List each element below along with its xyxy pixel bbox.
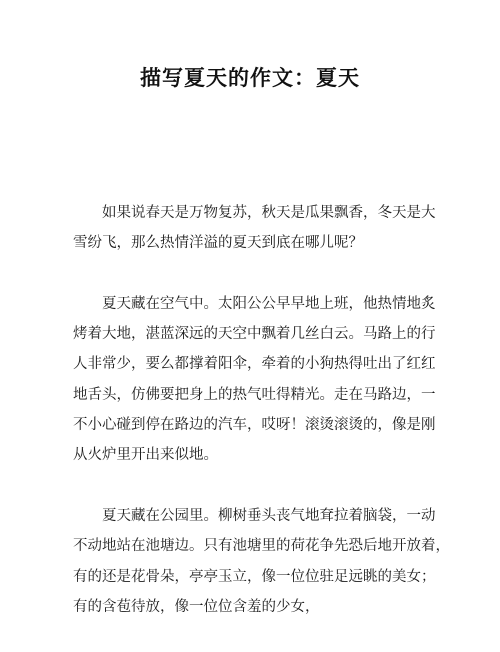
paragraph-1 bbox=[73, 198, 436, 259]
text-line: 夏天藏在公园里。柳树垂头丧气地耷拉着脑袋，一动 bbox=[102, 507, 436, 524]
text-line: 如果说春天是万物复苏，秋天是瓜果飘香，冬天是大 bbox=[102, 205, 436, 221]
paragraph-3 bbox=[73, 501, 450, 622]
document-body bbox=[73, 198, 450, 652]
document-title: 描写夏天的作文：夏天 bbox=[140, 65, 360, 90]
text-line: 不小心碰到停在路边的汽车，哎呀！滚烫滚烫的，像是刚 bbox=[73, 417, 436, 434]
text-line: 从火炉里开出来似地。 bbox=[73, 447, 218, 464]
text-line: 烤着大地，湛蓝深远的天空中飘着几丝白云。马路上的行 bbox=[73, 326, 436, 343]
text-line: 有的含苞待放，像一位位含羞的少女， bbox=[73, 598, 320, 615]
text-line: 人非常少，要么都撑着阳伞，牵着的小狗热得吐出了红红 bbox=[73, 356, 436, 373]
text-line: 有的还是花骨朵，亭亭玉立，像一位位驻足远眺的美女； bbox=[73, 568, 436, 585]
paragraph-2 bbox=[73, 289, 436, 471]
text-line: 地舌头，仿佛要把身上的热气吐得精光。走在马路边，一 bbox=[73, 386, 436, 403]
text-line: 雪纷飞，那么热情洋溢的夏天到底在哪儿呢？ bbox=[73, 235, 363, 252]
text-line: 夏天藏在空气中。太阳公公早早地上班，他热情地炙 bbox=[102, 295, 436, 312]
text-line: 不动地站在池塘边。只有池塘里的荷花争先恐后地开放着， bbox=[73, 538, 450, 555]
